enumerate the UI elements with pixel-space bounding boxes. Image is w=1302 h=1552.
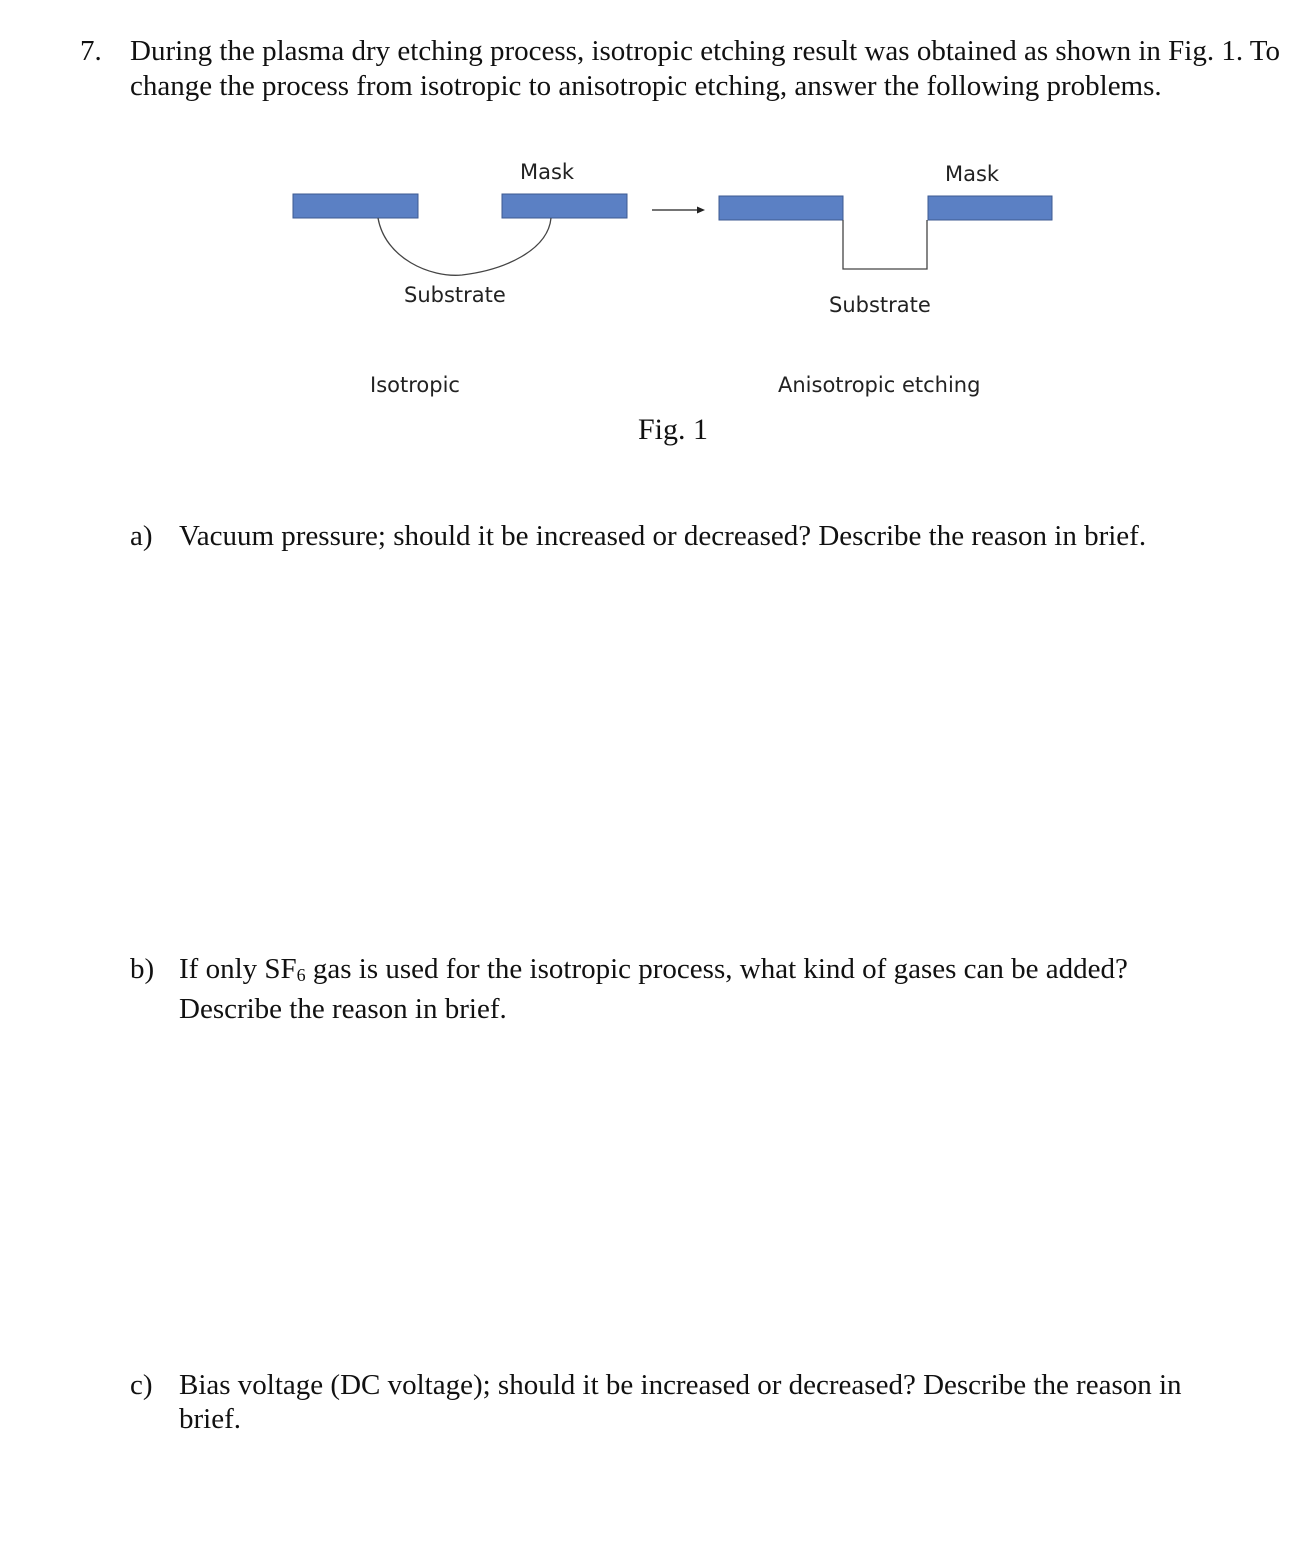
- anisotropic-caption: Anisotropic etching: [778, 373, 981, 397]
- isotropic-caption: Isotropic: [370, 373, 460, 397]
- subquestion-b-text: [179, 952, 1210, 1026]
- figure-1: [0, 0, 1302, 470]
- subquestion-a-letter: a): [130, 520, 153, 552]
- question-text: During the plasma dry etching process, isotropic etching result was obtained as shown in Fig. 1. To change the process from isotropic to anisotropic etching, answer the following problems.: [130, 35, 1280, 102]
- subquestion-a: [130, 519, 1240, 553]
- subquestion-b: [130, 952, 1210, 1026]
- isotropic-mask-label: Mask: [520, 160, 575, 184]
- isotropic-substrate-label: Substrate: [404, 283, 506, 307]
- isotropic-mask-right: [502, 194, 627, 218]
- etching-diagram: [0, 0, 1302, 470]
- isotropic-etch-profile: [378, 218, 551, 275]
- subquestion-c-text: Bias voltage (DC voltage); should it be increased or decreased? Describe the reason in brief.: [179, 1369, 1182, 1435]
- subquestion-a-text: Vacuum pressure; should it be increased or decreased? Describe the reason in brief.: [179, 520, 1147, 552]
- subquestion-b-subscript: 6: [296, 965, 306, 985]
- subquestion-b-text-after: gas is used for the isotropic process, what kind of gases can be added? Describe the reason in brief.: [179, 953, 1128, 1025]
- anisotropic-mask-right: [928, 196, 1052, 220]
- isotropic-mask-left: [293, 194, 418, 218]
- question-number: 7.: [80, 35, 102, 67]
- subquestion-b-letter: b): [130, 953, 155, 985]
- subquestion-b-text-before: If only SF: [179, 953, 297, 985]
- anisotropic-substrate-label: Substrate: [829, 293, 931, 317]
- anisotropic-mask-label: Mask: [945, 162, 1000, 186]
- subquestion-c: [130, 1368, 1230, 1436]
- transition-arrow-head: [697, 207, 705, 214]
- anisotropic-mask-left: [719, 196, 843, 220]
- subquestion-c-letter: c): [130, 1369, 153, 1401]
- figure-caption: Fig. 1: [638, 413, 709, 446]
- anisotropic-etch-profile: [843, 220, 927, 269]
